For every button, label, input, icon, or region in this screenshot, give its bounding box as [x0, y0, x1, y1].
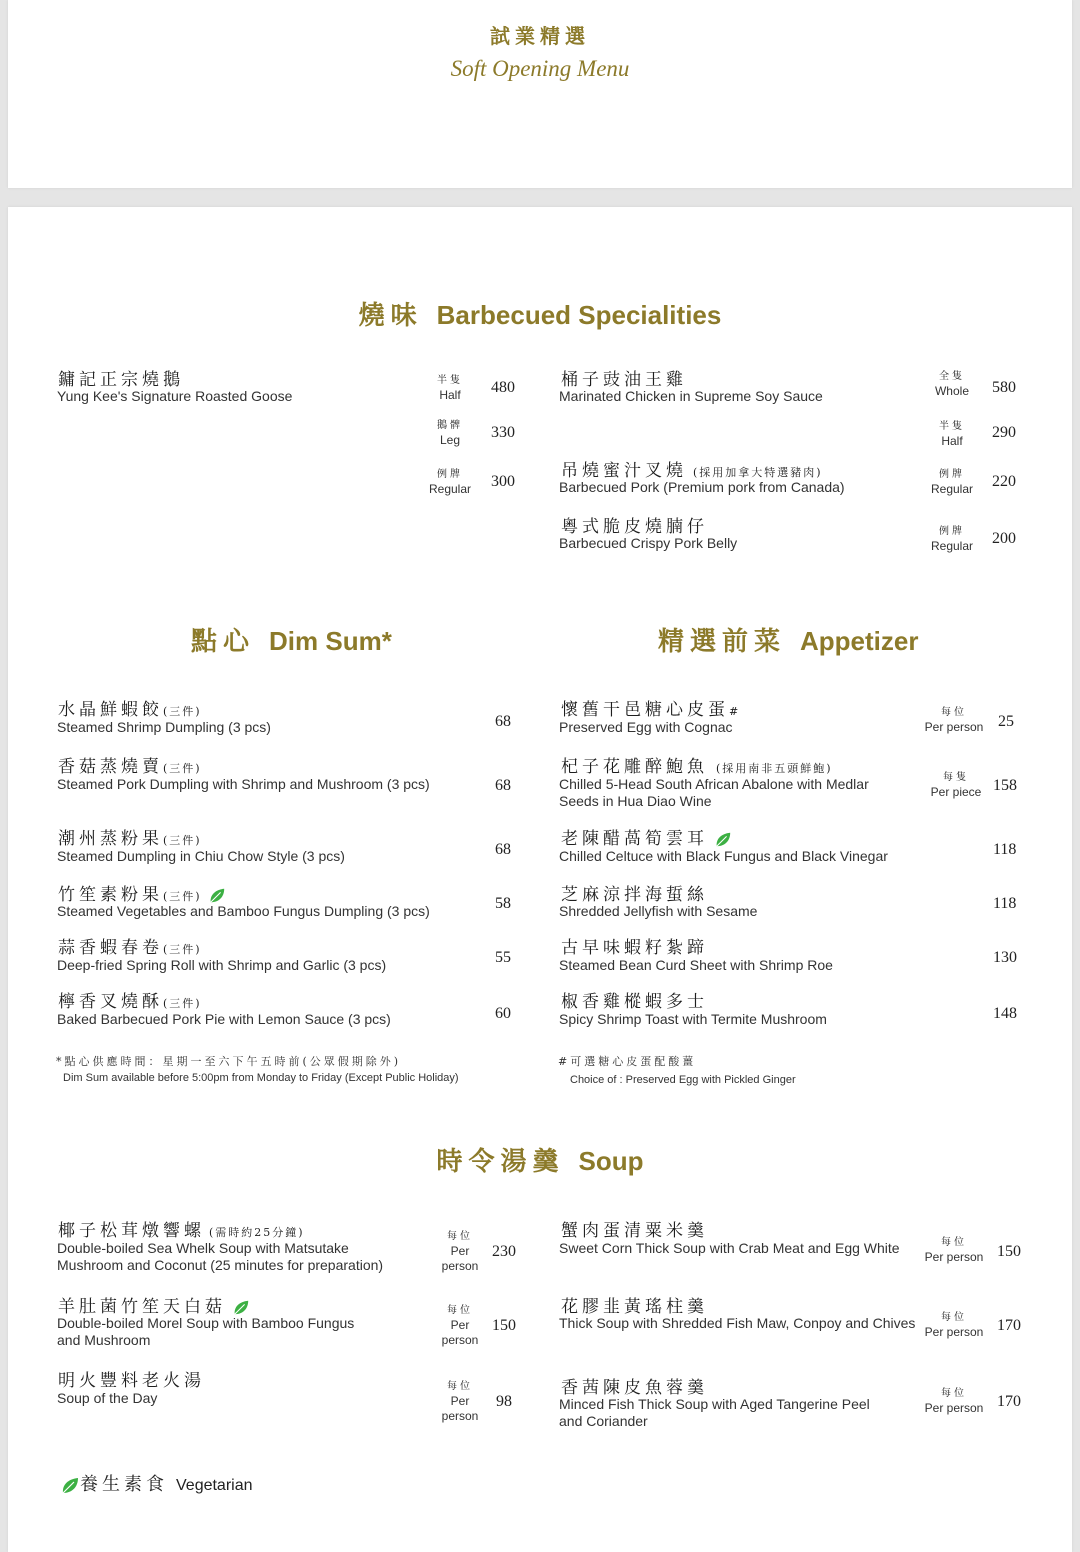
leaf-icon [714, 831, 732, 849]
dimsum-item-zh: 香菇蒸燒賣(三件) [58, 757, 202, 777]
appetizer-item-en: Spicy Shrimp Toast with Termite Mushroom [559, 1011, 827, 1027]
appetizer-item-zh: 老陳醋萵筍雲耳 [561, 824, 732, 849]
soup-item-unit: 每位 Per person [924, 1388, 984, 1415]
soup-item-price: 98 [496, 1393, 512, 1410]
goose-name-zh: 鏞記正宗燒鵝 [58, 370, 184, 390]
appetizer-item-price: 130 [993, 949, 1017, 966]
dimsum-item-zh: 潮州蒸粉果(三件) [58, 829, 202, 849]
porkbelly-name-zh: 粵式脆皮燒腩仔 [561, 517, 708, 537]
chicken-name-en: Marinated Chicken in Supreme Soy Sauce [559, 388, 823, 404]
appetizer-item-zh: 懷舊干邑糖心皮蛋# [561, 700, 741, 720]
appetizer-item-price: 158 [993, 777, 1017, 794]
soup-item-en: Soup of the Day [57, 1390, 158, 1406]
appetizer-item-zh: 椒香雞樅蝦多士 [561, 992, 708, 1012]
soup-item-price: 150 [492, 1317, 516, 1334]
soup-item-zh: 明火豐料老火湯 [58, 1371, 205, 1391]
appetizer-item-price: 118 [993, 895, 1017, 912]
dimsum-item-en: Steamed Dumpling in Chiu Chow Style (3 pcs) [57, 848, 345, 864]
chicken-unit-whole: 全隻 Whole [934, 371, 969, 398]
charsiu-name-zh: 吊燒蜜汁叉燒 (採用加拿大特選豬肉) [561, 461, 823, 481]
soup-item-unit: 每位 Per person [924, 1312, 984, 1339]
soup-item-zh: 花膠韭黃瑤柱羹 [561, 1297, 708, 1317]
goose-name-en: Yung Kee's Signature Roasted Goose [57, 388, 293, 404]
dimsum-note-zh: *點心供應時間：星期一至六下午五時前(公眾假期除外) [56, 1055, 402, 1068]
goose-unit-leg: 鵝髀 Leg [437, 420, 463, 447]
soup-item-zh: 羊肚菌竹笙天白菇 [58, 1292, 250, 1317]
header-card [8, 0, 1072, 188]
leaf-icon [232, 1299, 250, 1317]
dimsum-item-zh: 竹笙素粉果(三件) [58, 880, 226, 905]
dimsum-item-price: 55 [495, 949, 511, 966]
appetizer-item-unit: 每隻 Per piece [930, 772, 982, 799]
appetizer-item-en: Chilled Celtuce with Black Fungus and Black Vinegar [559, 848, 888, 864]
section-title-dimsum: 點心 Dim Sum* [191, 626, 392, 657]
soup-item-en: Double-boiled Morel Soup with Bamboo Fungus and Mushroom [57, 1315, 355, 1348]
appetizer-item-price: 118 [993, 841, 1017, 858]
dimsum-item-en: Steamed Shrimp Dumpling (3 pcs) [57, 719, 271, 735]
porkbelly-price: 200 [992, 530, 1016, 547]
dimsum-item-zh: 水晶鮮蝦餃(三件) [58, 700, 202, 720]
soup-item-unit: 每位 Per person [441, 1381, 479, 1423]
charsiu-price: 220 [992, 473, 1016, 490]
dimsum-item-price: 58 [495, 895, 511, 912]
goose-unit-regular: 例牌 Regular [428, 469, 472, 496]
dimsum-item-zh: 檸香叉燒酥(三件) [58, 992, 202, 1012]
appetizer-item-en: Chilled 5-Head South African Abalone with Medlar Seeds in Hua Diao Wine [559, 776, 869, 809]
appetizer-note-zh: #可選糖心皮蛋配酸薑 [558, 1055, 697, 1068]
section-title-appetizer: 精選前菜 Appetizer [658, 626, 919, 657]
appetizer-note-en: Choice of : Preserved Egg with Pickled Ginger [570, 1074, 796, 1086]
dimsum-item-price: 68 [495, 777, 511, 794]
soup-item-price: 170 [997, 1393, 1021, 1410]
dimsum-item-en: Deep-fried Spring Roll with Shrimp and Garlic (3 pcs) [57, 957, 387, 973]
soup-item-zh: 香茜陳皮魚蓉羹 [561, 1378, 708, 1398]
appetizer-item-en: Shredded Jellyfish with Sesame [559, 903, 758, 919]
dimsum-item-price: 68 [495, 841, 511, 858]
chicken-unit-half: 半隻 Half [939, 421, 965, 448]
goose-price-regular: 300 [491, 473, 515, 490]
dimsum-item-en: Baked Barbecued Pork Pie with Lemon Sauce (3 pcs) [57, 1011, 391, 1027]
goose-price-leg: 330 [491, 424, 515, 441]
leaf-icon [208, 887, 226, 905]
appetizer-item-zh: 杞子花雕醉鮑魚 (採用南非五頭鮮鮑) [561, 757, 833, 777]
chicken-price-whole: 580 [992, 379, 1016, 396]
chicken-name-zh: 桶子豉油王雞 [561, 370, 687, 390]
soup-item-en: Double-boiled Sea Whelk Soup with Matsutake Mushroom and Coconut (25 minutes for preparation) [57, 1240, 384, 1273]
section-title-bbq: 燒味 Barbecued Specialities [358, 300, 722, 331]
soup-item-zh: 椰子松茸燉響螺 (需時約25分鐘) [58, 1221, 305, 1241]
appetizer-item-en: Steamed Bean Curd Sheet with Shrimp Roe [559, 957, 833, 973]
appetizer-item-zh: 芝麻涼拌海蜇絲 [561, 885, 708, 905]
appetizer-item-zh: 古早味蝦籽紮蹄 [561, 938, 708, 958]
soup-item-price: 150 [997, 1243, 1021, 1260]
goose-unit-half: 半隻 Half [437, 375, 463, 402]
dimsum-item-en: Steamed Vegetables and Bamboo Fungus Dumpling (3 pcs) [57, 903, 430, 919]
charsiu-unit: 例牌 Regular [930, 469, 974, 496]
dimsum-item-en: Steamed Pork Dumpling with Shrimp and Mushroom (3 pcs) [57, 776, 430, 792]
porkbelly-unit: 例牌 Regular [930, 526, 974, 553]
soup-item-unit: 每位 Per person [441, 1231, 479, 1273]
appetizer-item-unit: 每位 Per person [924, 707, 984, 734]
appetizer-item-price: 25 [998, 713, 1014, 730]
menu-title-en: Soft Opening Menu [450, 56, 630, 81]
section-title-soup: 時令湯羹 Soup [436, 1146, 644, 1177]
dimsum-note-en: Dim Sum available before 5:00pm from Monday to Friday (Except Public Holiday) [63, 1072, 459, 1084]
goose-price-half: 480 [491, 379, 515, 396]
soup-item-price: 170 [997, 1317, 1021, 1334]
charsiu-name-en: Barbecued Pork (Premium pork from Canada) [559, 479, 845, 495]
soup-item-en: Minced Fish Thick Soup with Aged Tangerine Peel and Coriander [559, 1396, 870, 1429]
appetizer-item-en: Preserved Egg with Cognac [559, 719, 733, 735]
leaf-icon [60, 1476, 80, 1496]
menu-card [8, 207, 1072, 1552]
porkbelly-name-en: Barbecued Crispy Pork Belly [559, 535, 738, 551]
soup-item-price: 230 [492, 1243, 516, 1260]
soup-item-unit: 每位 Per person [924, 1237, 984, 1264]
dimsum-item-zh: 蒜香蝦春卷(三件) [58, 938, 202, 958]
menu-title-zh: 試業精選 [490, 24, 590, 48]
soup-item-en: Thick Soup with Shredded Fish Maw, Conpoy and Chives [559, 1315, 916, 1331]
chicken-price-half: 290 [992, 424, 1016, 441]
vegetarian-legend: 養生素食 Vegetarian [60, 1470, 253, 1496]
appetizer-item-price: 148 [993, 1005, 1017, 1022]
soup-item-en: Sweet Corn Thick Soup with Crab Meat and Egg White [559, 1240, 900, 1256]
dimsum-item-price: 68 [495, 713, 511, 730]
soup-item-unit: 每位 Per person [441, 1305, 479, 1347]
soup-item-zh: 蟹肉蛋清粟米羹 [561, 1221, 708, 1241]
dimsum-item-price: 60 [495, 1005, 511, 1022]
